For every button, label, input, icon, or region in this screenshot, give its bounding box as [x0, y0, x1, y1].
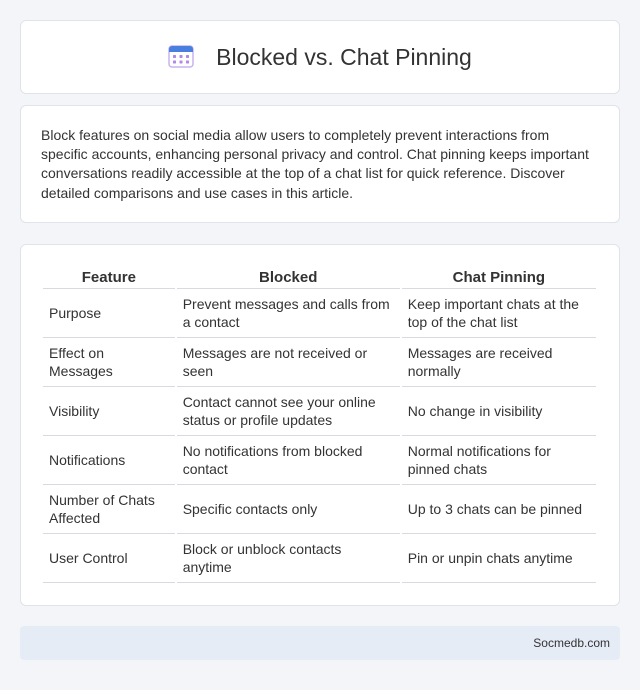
- feature-cell: Number of Chats Affected: [43, 485, 175, 534]
- header-blocked: Blocked: [177, 265, 400, 289]
- blocked-cell: Block or unblock contacts anytime: [177, 534, 400, 583]
- blocked-cell: Specific contacts only: [177, 485, 400, 534]
- table-row: [43, 289, 596, 338]
- table-row: [43, 387, 596, 436]
- feature-cell: Purpose: [43, 289, 175, 338]
- pinning-cell: No change in visibility: [402, 387, 596, 436]
- pinning-cell: Messages are received normally: [402, 338, 596, 387]
- title-card: [20, 20, 620, 94]
- header-chat-pinning: Chat Pinning: [402, 265, 596, 289]
- feature-cell: Notifications: [43, 436, 175, 485]
- footer: [20, 626, 620, 660]
- calendar-icon: [168, 44, 194, 68]
- intro-card: [20, 105, 620, 223]
- pinning-cell: Keep important chats at the top of the chat list: [402, 289, 596, 338]
- table-card: [20, 244, 620, 606]
- header-feature: Feature: [43, 265, 175, 289]
- table-row: [43, 485, 596, 534]
- feature-cell: User Control: [43, 534, 175, 583]
- footer-site-link[interactable]: Socmedb.com: [533, 636, 610, 650]
- table-row: [43, 436, 596, 485]
- pinning-cell: Pin or unpin chats anytime: [402, 534, 596, 583]
- feature-cell: Visibility: [43, 387, 175, 436]
- intro-paragraph: Block features on social media allow users to completely prevent interactions from specific accounts, enhancing personal privacy and control. Chat pinning keeps important conversations readily accessible at the top of a chat list for quick reference. Discover detailed comparisons and use cases in this article.: [41, 127, 589, 201]
- pinning-cell: Normal notifications for pinned chats: [402, 436, 596, 485]
- page-title: Blocked vs. Chat Pinning: [216, 43, 472, 70]
- blocked-cell: Contact cannot see your online status or profile updates: [177, 387, 400, 436]
- table-row: [43, 338, 596, 387]
- blocked-cell: Messages are not received or seen: [177, 338, 400, 387]
- table-row: [43, 534, 596, 583]
- blocked-cell: No notifications from blocked contact: [177, 436, 400, 485]
- table-header-row: [43, 265, 596, 289]
- pinning-cell: Up to 3 chats can be pinned: [402, 485, 596, 534]
- comparison-table: [41, 265, 598, 583]
- feature-cell: Effect on Messages: [43, 338, 175, 387]
- blocked-cell: Prevent messages and calls from a contact: [177, 289, 400, 338]
